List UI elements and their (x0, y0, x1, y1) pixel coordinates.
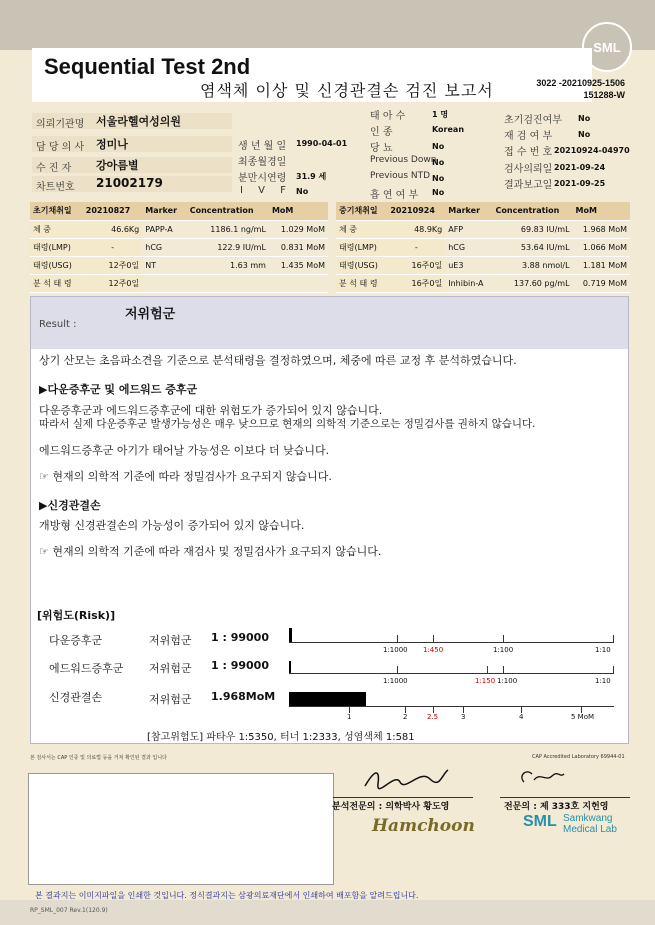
tick (463, 706, 464, 713)
risk-level-ntd: 저위험군 (149, 693, 192, 706)
marker-name: hCG (142, 238, 186, 256)
marker-mom: 0.719 MoM (573, 274, 630, 292)
disclaimer-note: 본 검사서는 CAP 인증 및 의료법 등을 거쳐 확인된 결과 입니다 (30, 755, 167, 761)
tick-label: 1:10 (595, 646, 611, 654)
test-date-value: 2021-09-24 (554, 163, 606, 172)
cap-note: CAP Accredited Laboratory 69944-01 (532, 754, 625, 760)
lmp-label: 태령(LMP) (30, 238, 83, 256)
second-trimester-table (336, 202, 630, 293)
fetus-label: 태 아 수 (370, 111, 406, 122)
chart-label: 차트번호 (36, 182, 75, 193)
specialist-name: 전문의 : 제 333호 지헌영 (504, 802, 609, 812)
table-row (30, 220, 328, 238)
report-date-label: 결과보고일 (504, 180, 553, 191)
marker-name: uE3 (445, 256, 492, 274)
tick (613, 635, 614, 642)
risk-bar-ntd (289, 692, 366, 706)
risk-level-down: 저위험군 (149, 634, 192, 647)
col-mom: MoM (269, 202, 328, 220)
risk-value-ntd: 1.968MoM (211, 690, 276, 703)
diabetes-value: No (432, 142, 445, 151)
tick (397, 635, 398, 642)
doctor-value: 정미나 (96, 138, 128, 151)
retest-value: No (578, 130, 591, 139)
result-label: Result : (39, 319, 77, 330)
table-row (336, 256, 630, 274)
first-trimester-table (30, 202, 328, 293)
race-label: 인 종 (370, 127, 393, 138)
age-value: 31.9 세 (296, 172, 327, 181)
table-row (30, 238, 328, 256)
hamchoon-logo: Hamchoon (372, 816, 475, 836)
specialist-signature (516, 766, 566, 790)
axis-edwards (289, 673, 614, 674)
doctor-label: 담 당 의 사 (36, 142, 85, 153)
marker-name: Inhibin-A (445, 274, 492, 292)
smoking-value: No (432, 188, 445, 197)
ntd-section-title: ▶신경관결손 (39, 499, 101, 512)
risk-value-edwards: 1 : 99000 (211, 659, 269, 672)
sml-brand-logo: SML (523, 813, 557, 830)
marker-conc: 53.64 IU/mL (493, 238, 573, 256)
prev-ntd-label: Previous NTD (370, 171, 431, 181)
samkwang-line-1: Samkwang (563, 813, 613, 824)
result-summary-box (30, 296, 629, 350)
risk-name-ntd: 신경관결손 (49, 691, 103, 704)
risk-value-down: 1 : 99000 (211, 631, 269, 644)
lmp-value: - (83, 238, 142, 256)
marker-mom: 0.831 MoM (269, 238, 328, 256)
axis-ntd (289, 706, 614, 707)
smoking-label: 흡 연 여 부 (370, 190, 419, 201)
result-intro: 상기 산모는 초음파소견을 기준으로 분석태령을 결정하였으며, 체중에 따른 교정 후 분석하였습니다. (39, 354, 517, 367)
chart-value: 21002179 (96, 176, 163, 190)
tick-label: 1:1000 (383, 646, 408, 654)
retest-label: 재 검 여 부 (504, 131, 553, 142)
table-row (30, 256, 328, 274)
dob-label: 생 년 월 일 (238, 141, 287, 152)
marker-conc: 69.83 IU/mL (493, 220, 573, 238)
first-test-label: 초기검진여부 (504, 115, 562, 126)
tick (433, 635, 434, 642)
col-mom: MoM (573, 202, 630, 220)
race-value: Korean (432, 125, 465, 134)
ntd-text-2: ☞ 현재의 의학적 기준에 따라 재검사 및 정밀검사가 요구되지 않습니다. (39, 545, 382, 558)
tick-label: 1:10 (595, 677, 611, 685)
marker-mom: 1.029 MoM (269, 220, 328, 238)
analyst-line (333, 797, 473, 798)
down-text-4: ☞ 현재의 의학적 기준에 따라 정밀검사가 요구되지 않습니다. (39, 470, 332, 483)
table-row (336, 238, 630, 256)
comment-box (28, 773, 334, 885)
marker-mom: 1.435 MoM (269, 256, 328, 274)
marker-mom: 1.181 MoM (573, 256, 630, 274)
tick-label: 1:450 (423, 646, 444, 654)
tick (503, 635, 504, 642)
marker-mom: 1.968 MoM (573, 220, 630, 238)
marker-name: AFP (445, 220, 492, 238)
receipt-label: 접 수 번 호 (504, 147, 553, 158)
analysis-value: 16주0일 (387, 274, 445, 292)
second-collect-label: 중기채취일 (336, 202, 387, 220)
col-concentration: Concentration (493, 202, 573, 220)
risk-title: [위험도(Risk)] (37, 609, 116, 622)
analysis-label: 분 석 태 령 (336, 274, 387, 292)
tick (405, 706, 406, 713)
first-collect-label: 초기채취일 (30, 202, 83, 220)
marker-name: NT (142, 256, 186, 274)
analyst-signature (360, 764, 450, 794)
weight-label: 체 중 (30, 220, 83, 238)
report-subtitle: 염색체 이상 및 신경관결손 검진 보고서 (200, 81, 494, 100)
hospital-label: 의뢰기관명 (36, 119, 85, 130)
risk-marker-edwards (289, 661, 291, 673)
diabetes-label: 당 뇨 (370, 143, 393, 154)
marker-name: hCG (445, 238, 492, 256)
reference-number (505, 77, 625, 101)
analysis-value: 12주0일 (83, 274, 142, 292)
tick (433, 706, 434, 713)
usg-value: 12주0일 (83, 256, 142, 274)
ivf-value: No (296, 187, 309, 196)
weight-value: 46.6Kg (83, 220, 142, 238)
footer-strip (0, 900, 655, 925)
tick-label: 1:100 (497, 677, 518, 685)
logo-text: SML (593, 39, 621, 55)
col-marker: Marker (445, 202, 492, 220)
examinee-value: 강아름별 (96, 159, 139, 172)
lmp-value: - (387, 238, 445, 256)
result-summary: 저위험군 (125, 307, 176, 322)
prev-down-label: Previous Down (370, 155, 437, 165)
ref-line-1: 3022 -20210925-1506 (536, 78, 625, 88)
ntd-text-1: 개방형 신경관결손의 가능성이 증가되어 있지 않습니다. (39, 519, 305, 532)
risk-level-edwards: 저위험군 (149, 662, 192, 675)
specialist-line (500, 797, 630, 798)
marker-conc: 137.60 pg/mL (493, 274, 573, 292)
tick (487, 666, 488, 673)
table-row (336, 274, 630, 292)
table-row (336, 202, 630, 220)
risk-name-edwards: 에드워드증후군 (49, 662, 124, 675)
tick-label: 4 (519, 713, 524, 721)
receipt-value: 20210924-04970 (554, 146, 630, 155)
table-row (30, 274, 328, 292)
tick-label: 2.5 (427, 713, 439, 721)
tick-label: 1:150 (475, 677, 496, 685)
table-row (30, 202, 328, 220)
risk-marker-down (289, 628, 292, 642)
down-text-2: 따라서 실제 다운증후군 발생가능성은 매우 낮으므로 현재의 의학적 기준으로는 정밀검사를 권하지 않습니다. (39, 418, 536, 430)
tick-label: 1 (347, 713, 352, 721)
tick-label: 1:1000 (383, 677, 408, 685)
footer-notice: 본 결과지는 이미지파일을 인쇄한 것입니다. 정식결과지는 삼광의료재단에서 인쇄하여 배포함을 알려드립니다. (35, 891, 419, 900)
samkwang-logo (563, 813, 617, 835)
tick-label: 5 MoM (571, 713, 595, 721)
tick (397, 666, 398, 673)
marker-conc: 1.63 mm (187, 256, 269, 274)
prev-down-value: No (432, 158, 445, 167)
col-concentration: Concentration (187, 202, 269, 220)
dob-value: 1990-04-01 (296, 139, 348, 148)
marker-mom (269, 274, 328, 292)
first-collect-date: 20210827 (83, 202, 142, 220)
marker-mom: 1.066 MoM (573, 238, 630, 256)
tick (581, 706, 582, 713)
tick (503, 666, 504, 673)
examinee-label: 수 진 자 (36, 163, 72, 174)
result-detail-box (30, 349, 629, 744)
header-band (0, 0, 655, 50)
marker-conc: 122.9 IU/mL (187, 238, 269, 256)
analyst-name: 분석전문의 : 의학박사 황도영 (332, 802, 450, 812)
footer-code: RP_SML_007 Rev.1(120.9) (30, 907, 108, 914)
usg-label: 태령(USG) (30, 256, 83, 274)
tick (521, 706, 522, 713)
weight-value: 48.9Kg (387, 220, 445, 238)
analysis-label: 분 석 태 령 (30, 274, 83, 292)
down-text-1: 다운증후군과 에드워드증후군에 대한 위험도가 증가되어 있지 않습니다. (39, 404, 383, 417)
second-collect-date: 20210924 (387, 202, 445, 220)
down-text-3: 에드워드증후군 아기가 태어날 가능성은 이보다 더 낮습니다. (39, 444, 330, 457)
usg-label: 태령(USG) (336, 256, 387, 274)
age-label: 분만시연령 (238, 173, 287, 184)
marker-name: PAPP-A (142, 220, 186, 238)
risk-name-down: 다운증후군 (49, 634, 103, 647)
usg-value: 16주0일 (387, 256, 445, 274)
first-test-value: No (578, 114, 591, 123)
axis-down (289, 642, 614, 643)
lmp-label: 태령(LMP) (336, 238, 387, 256)
samkwang-line-2: Medical Lab (563, 824, 617, 835)
table-row (336, 220, 630, 238)
marker-conc: 3.88 nmol/L (493, 256, 573, 274)
col-marker: Marker (142, 202, 186, 220)
report-title: Sequential Test 2nd (44, 54, 251, 79)
report-date-value: 2021-09-25 (554, 179, 606, 188)
fetus-value: 1 명 (432, 110, 449, 119)
tick-label: 3 (461, 713, 466, 721)
tick (613, 666, 614, 673)
prev-ntd-value: No (432, 174, 445, 183)
tick (349, 706, 350, 713)
ivf-label: I V F (240, 185, 292, 196)
down-section-title: ▶다운증후군 및 에드워드 증후군 (39, 383, 198, 396)
hospital-value: 서울라헬여성의원 (96, 115, 182, 128)
ref-line-2: 151288-W (583, 90, 625, 100)
weight-label: 체 중 (336, 220, 387, 238)
tick-label: 2 (403, 713, 408, 721)
marker-name (142, 274, 186, 292)
tick-label: 1:100 (493, 646, 514, 654)
marker-conc (187, 274, 269, 292)
reference-risk: [참고위험도] 파타우 1:5350, 터너 1:2333, 성염색체 1:581 (147, 732, 415, 743)
marker-conc: 1186.1 ng/mL (187, 220, 269, 238)
test-date-label: 검사의뢰일 (504, 164, 553, 175)
lmp-label: 최종월경일 (238, 157, 287, 168)
